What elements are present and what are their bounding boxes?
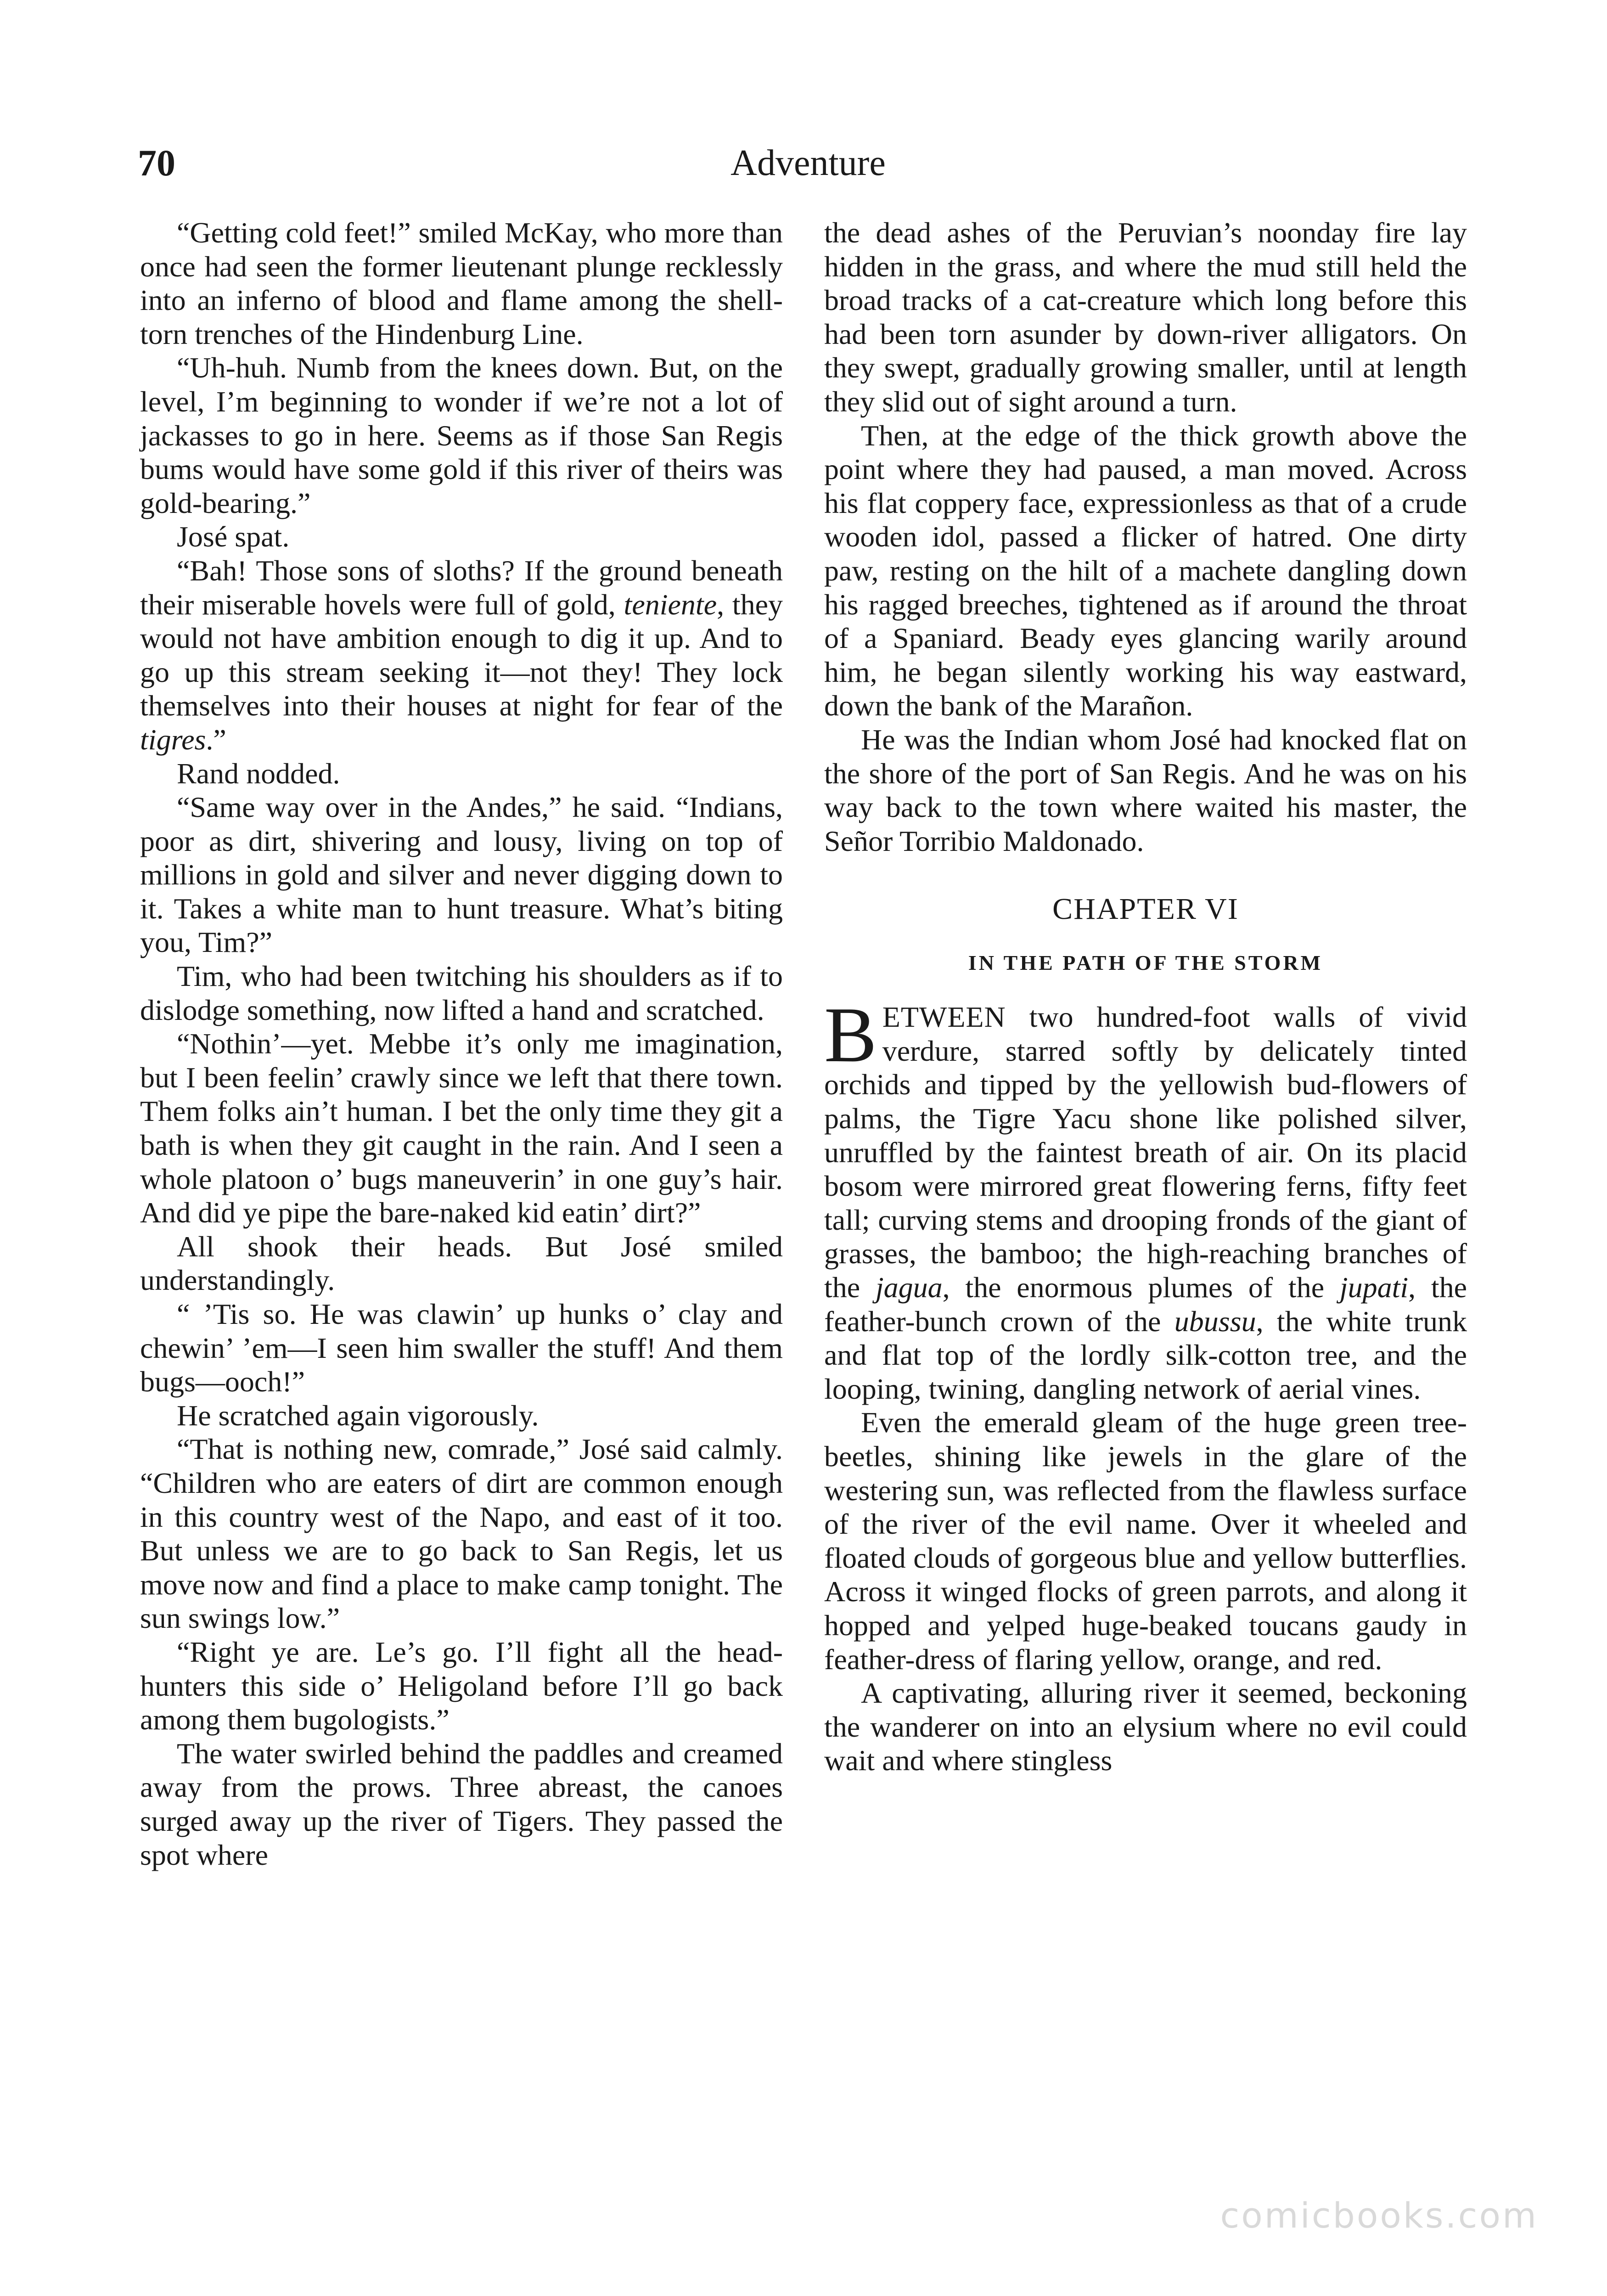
- paragraph: Rand nodded.: [177, 757, 340, 790]
- watermark-logo: comicbooks.com: [1220, 2195, 1538, 2236]
- paragraph: “Getting cold feet!” smiled McKay, who more than once had seen the former lieutenant plunge recklessly into an inferno of blood and flame among the shell-torn trenches of the Hindenburg Line.: [140, 216, 783, 350]
- paragraph: “Same way over in the Andes,” he said. “Indians, poor as dirt, shivering and lousy, living on top of millions in gold and silver and never digging down to it. Takes a white man to hunt treasure. What’s biting you, Tim?”: [140, 791, 783, 959]
- left-column: [140, 216, 783, 1872]
- page-header: [138, 129, 1478, 197]
- paragraph: Tim, who had been twitching his shoulders as if to dislodge something, now lifted a hand and scratched.: [140, 960, 783, 1026]
- paragraph: “Right ye are. Le’s go. I’ll fight all the head-hunters this side o’ Heligoland before I’ll go back among them bugologists.”: [140, 1635, 783, 1736]
- right-column-text-before: [824, 216, 1467, 858]
- paragraph: “Nothin’—yet. Mebbe it’s only me imagination, but I been feelin’ crawly since we left that there town. Them folks ain’t human. I bet the only time they git a bath is when they git caught in the rain. And I seen a whole platoon o’ bugs maneuverin’ in one guy’s hair. And did ye pipe the bare-naked kid eatin’ dirt?”: [140, 1027, 783, 1229]
- chapter-subtitle: IN THE PATH OF THE STORM: [968, 951, 1323, 975]
- paragraph: Then, at the edge of the thick growth above the point where they had paused, a man moved. Across his flat coppery face, expressionless as that of a crude wooden idol, passed a flicker of hatred. One dirty paw, resting on the hilt of a machete dangling down his ragged breeches, tightened as if around the throat of a Spaniard. Beady eyes glancing warily around him, he began silently working his way eastward, down the bank of the Marañon.: [824, 419, 1467, 722]
- paragraph: “Bah! Those sons of sloths? If the ground beneath their miserable hovels were full of gold, teniente, they would not have ambition enough to dig it up. And to go up this stream seeking it—not they! They lock themselves into their houses at night for fear of the tigres.”: [140, 554, 783, 756]
- paragraph: A captivating, alluring river it seemed, beckoning the wanderer on into an elysium where no evil could wait and where stingless: [824, 1677, 1467, 1777]
- paragraph: All shook their heads. But José smiled understandingly.: [140, 1230, 783, 1297]
- paragraph: Even the emerald gleam of the huge green tree-beetles, shining like jewels in the glare of the westering sun, was reflected from the flawless surface of the river of the evil name. Over it wheeled and floated clouds of gorgeous blue and yellow butterflies. Across it winged flocks of green parrots, and along it hopped and yelped huge-beaked toucans gaudy in feather-dress of flaring yellow, orange, and red.: [824, 1406, 1467, 1676]
- chapter-heading: CHAPTER VI: [1052, 892, 1239, 926]
- paragraph: “Uh-huh. Numb from the knees down. But, on the level, I’m beginning to wonder if we’re not a lot of jackasses to go in here. Seems as if those San Regis bums would have some gold if this river of theirs was gold-bearing.”: [140, 351, 783, 519]
- paragraph: He was the Indian whom José had knocked flat on the shore of the port of San Regis. And he was on his way back to the town where waited his master, the Señor Torribio Maldonado.: [824, 723, 1467, 857]
- right-column: [824, 216, 1467, 1778]
- paragraph: “That is nothing new, comrade,” José said calmly. “Children who are eaters of dirt are common enough in this country west of the Napo, and east of it too. But unless we are to go back to San Regis, let us move now and find a place to make camp tonight. The sun swings low.”: [140, 1433, 783, 1635]
- page-number: 70: [138, 142, 175, 184]
- paragraph: José spat.: [177, 520, 290, 553]
- running-title: Adventure: [730, 143, 886, 183]
- paragraph: “ ’Tis so. He was clawin’ up hunks o’ clay and chewin’ ’em—I seen him swaller the stuff! And them bugs—ooch!”: [140, 1298, 783, 1398]
- paragraph: He scratched again vigorously.: [177, 1399, 539, 1432]
- chapter-opening-paragraph: [824, 991, 1467, 1406]
- lead-word: ETWEEN: [882, 1001, 1006, 1034]
- right-column-text-after: [824, 1406, 1467, 1778]
- chapter-opening-text: two hundred-foot walls of vivid verdure, starred softly by delicately tinted orchids and tipped by the yellowish bud-flowers of palms, the Tigre Yacu shone like polished silver, unruffled by the faintest breath of air. On its placid bosom were mirrored great flowering ferns, fifty feet tall; curving stems and drooping fronds of the giant of grasses, the bamboo; the high-reaching branches of the jagua, the enormous plumes of the jupati, the feather-bunch crown of the ubussu, the white trunk and flat top of the lordly silk-cotton tree, and the looping, twining, dangling network of aerial vines.: [824, 1001, 1467, 1405]
- paragraph: the dead ashes of the Peruvian’s noonday fire lay hidden in the grass, and where the mud still held the broad tracks of a cat-creature which long before this had been torn asunder by down-river alligators. On they swept, gradually growing smaller, until at length they slid out of sight around a turn.: [824, 216, 1467, 418]
- drop-cap-letter: B: [824, 991, 877, 1079]
- paragraph: The water swirled behind the paddles and creamed away from the prows. Three abreast, the canoes surged away up the river of Tigers. They passed the spot where: [140, 1737, 783, 1871]
